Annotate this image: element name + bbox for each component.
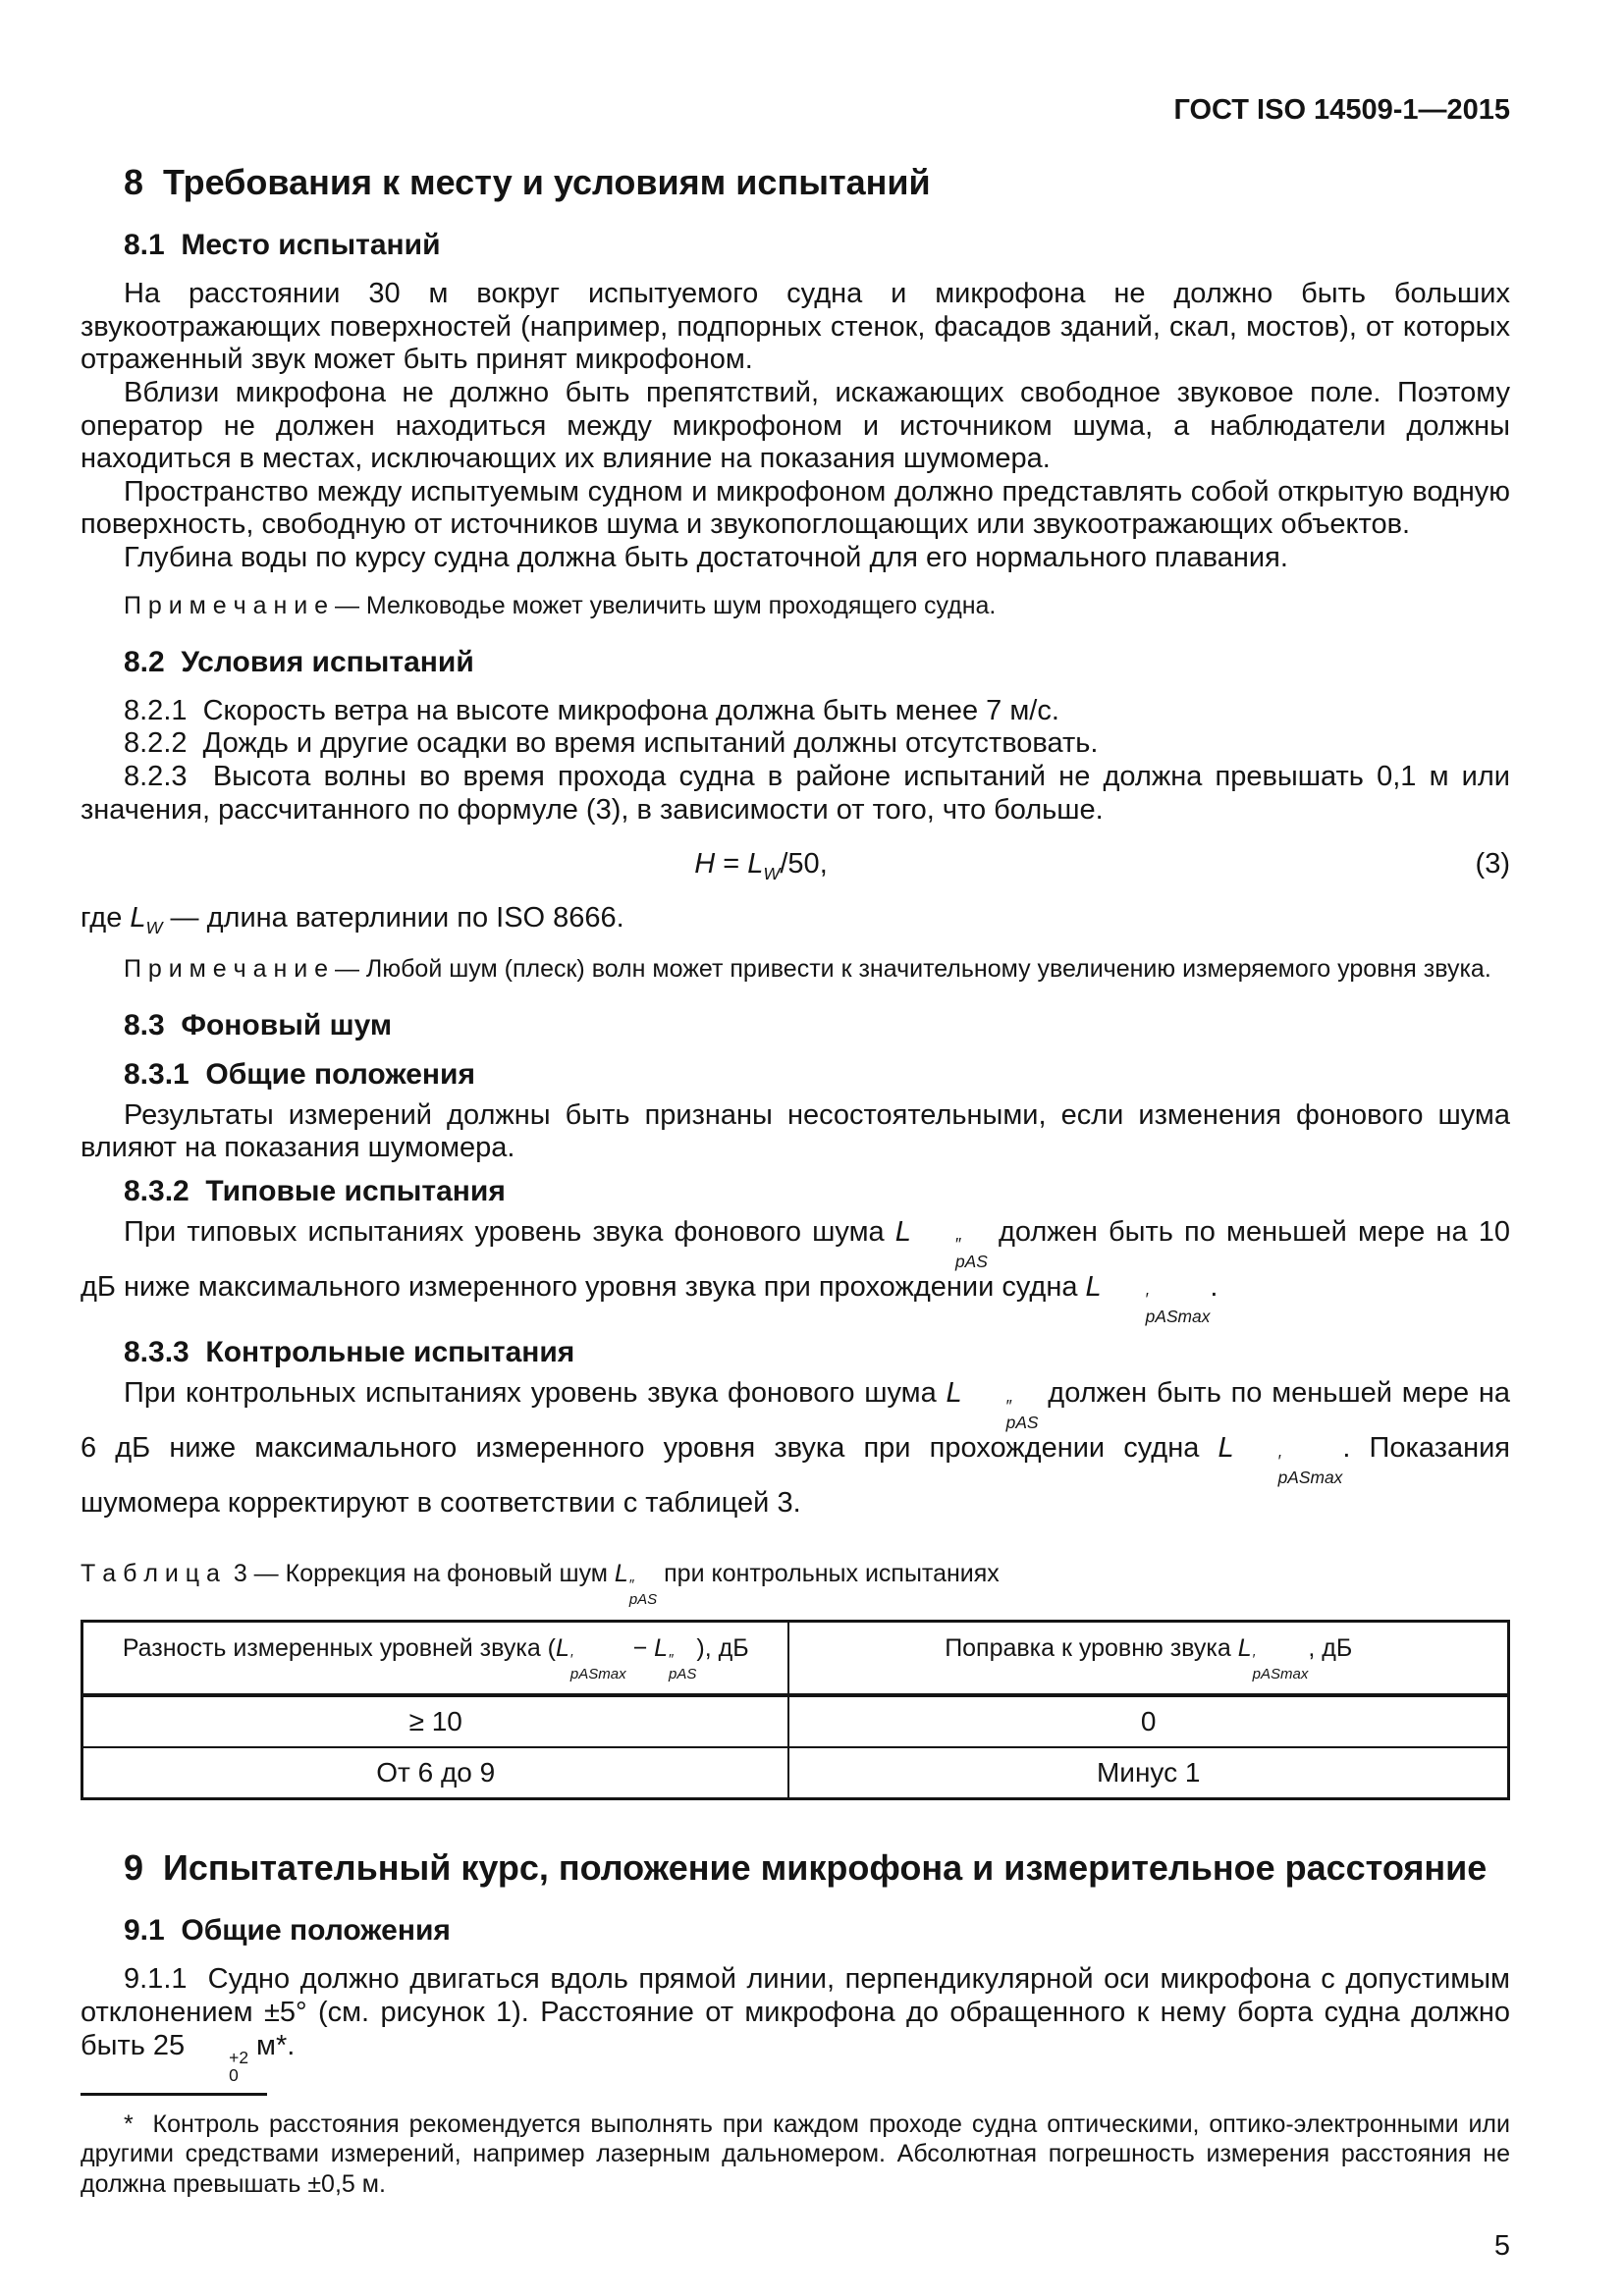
paragraph-8-3-3: При контрольных испытаниях уровень звука фонового шума L ″ pAS должен быть по меньшей мере на 6 дБ ниже максимального измеренного уровня звука при прохождении судна L ′ pASmax . Показания шумомера корректируют в соответствии с таблицей 3. <box>81 1376 1510 1520</box>
paragraph-8-1-1: На расстоянии 30 м вокруг испытуемого судна и микрофона не должно быть больших звукоотражающих поверхностей (например, подпорных стенок, фасадов зданий, скал, мостов), от которых отраженный звук может быть принят микрофоном. <box>81 278 1510 376</box>
footnote-separator <box>81 2093 267 2096</box>
paragraph-8-1-3: Пространство между испытуемым судном и микрофоном должно представлять собой открытую водную поверхность, свободную от источников шума и звукопоглощающих или звукоотражающих объектов. <box>81 475 1510 541</box>
section-8-2-heading: 8.2 Условия испытаний <box>124 645 474 678</box>
formula-3-number: (3) <box>1475 848 1510 881</box>
section-8-heading: 8 Требования к месту и условиям испытаний <box>124 162 931 202</box>
table-row <box>82 1747 1509 1799</box>
paragraph-8-2-2: 8.2.2 Дождь и другие осадки во время испытаний должны отсутствовать. <box>124 727 1099 760</box>
section-8-3-2-heading: 8.3.2 Типовые испытания <box>124 1174 506 1207</box>
paragraph-8-3-1: Результаты измерений должны быть признаны несостоятельными, если изменения фонового шума влияют на показания шумомера. <box>81 1098 1510 1164</box>
footnote-text: * Контроль расстояния рекомендуется выполнять при каждом проходе судна оптическими, оптико-электронными или другими средствами измерений, например лазерным дальномером. Абсолютная погрешность измерения расстояния не должна превышать ±0,5 м. <box>81 2109 1510 2198</box>
note-8-2: П р и м е ч а н и е — Любой шум (плеск) волн может привести к значительному увеличению измеряемого уровня звука. <box>124 954 1491 983</box>
table-3-header-row <box>82 1621 1509 1695</box>
paragraph-9-1-1: 9.1.1 Судно должно двигаться вдоль прямой линии, перпендикулярной оси микрофона с допустимым отклонением ±5° (см. рисунок 1). Расстояние от микрофона до обращенного к нему борта судна должно быть 25 +2 0 м*. <box>81 1963 1510 2085</box>
formula-3-where: где $L_W$ — длина ватерлинии по ISO 8666. <box>81 901 624 937</box>
section-9-heading: 9 Испытательный курс, положение микрофона и измерительное расстояние <box>124 1847 1488 1889</box>
note-8-1: П р и м е ч а н и е — Мелководье может увеличить шум проходящего судна. <box>124 591 997 619</box>
table-cell: 0 <box>788 1695 1508 1747</box>
table-row <box>82 1695 1509 1747</box>
paragraph-8-1-4: Глубина воды по курсу судна должна быть достаточной для его нормального плавания. <box>124 542 1288 573</box>
table-cell: От 6 до 9 <box>82 1747 789 1799</box>
section-8-1-heading: 8.1 Место испытаний <box>124 229 441 261</box>
formula-3-row <box>81 848 1510 884</box>
table-cell: ≥ 10 <box>82 1695 789 1747</box>
paragraph-8-1-2: Вблизи микрофона не должно быть препятствий, искажающих свободное звуковое поле. Поэтому оператор не должен находиться между микрофоном и источником шума, а наблюдатели должны находиться в местах, исключающих их влияние на показания шумомера. <box>81 376 1510 475</box>
table-3-col1-header: Разность измеренных уровней звука (L ′ pASmax − L ″ pAS ), дБ <box>82 1621 789 1695</box>
table-3 <box>81 1620 1510 1801</box>
paragraph-8-3-2: При типовых испытаниях уровень звука фонового шума L ″ pAS должен быть по меньшей мере на 10 дБ ниже максимального измеренного уровня звука при прохождении судна L ′ pASmax . <box>81 1215 1510 1327</box>
table-cell: Минус 1 <box>788 1747 1508 1799</box>
paragraph-8-2-1: 8.2.1 Скорость ветра на высоте микрофона должна быть менее 7 м/с. <box>124 694 1059 726</box>
table-3-col2-header: Поправка к уровню звука L ′ pASmax , дБ <box>788 1621 1508 1695</box>
table-3-caption: Т а б л и ц а 3 — Коррекция на фоновый шум L ″ pAS при контрольных испытаниях <box>81 1559 1000 1609</box>
page-number: 5 <box>1493 2230 1510 2262</box>
page-footer <box>81 2093 1510 2264</box>
paragraph-8-2-3: 8.2.3 Высота волны во время прохода судна в районе испытаний не должна превышать 0,1 м или значения, рассчитанного по формуле (3), в зависимости от того, что больше. <box>81 760 1510 826</box>
section-8-3-3-heading: 8.3.3 Контрольные испытания <box>124 1335 575 1368</box>
section-8-3-heading: 8.3 Фоновый шум <box>124 1008 393 1041</box>
section-8-3-1-heading: 8.3.1 Общие положения <box>124 1057 475 1091</box>
section-9-1-heading: 9.1 Общие положения <box>124 1914 451 1948</box>
document-code: ГОСТ ISO 14509-1—2015 <box>1173 94 1510 126</box>
formula-3: $H = L_W/50$, <box>694 848 828 883</box>
